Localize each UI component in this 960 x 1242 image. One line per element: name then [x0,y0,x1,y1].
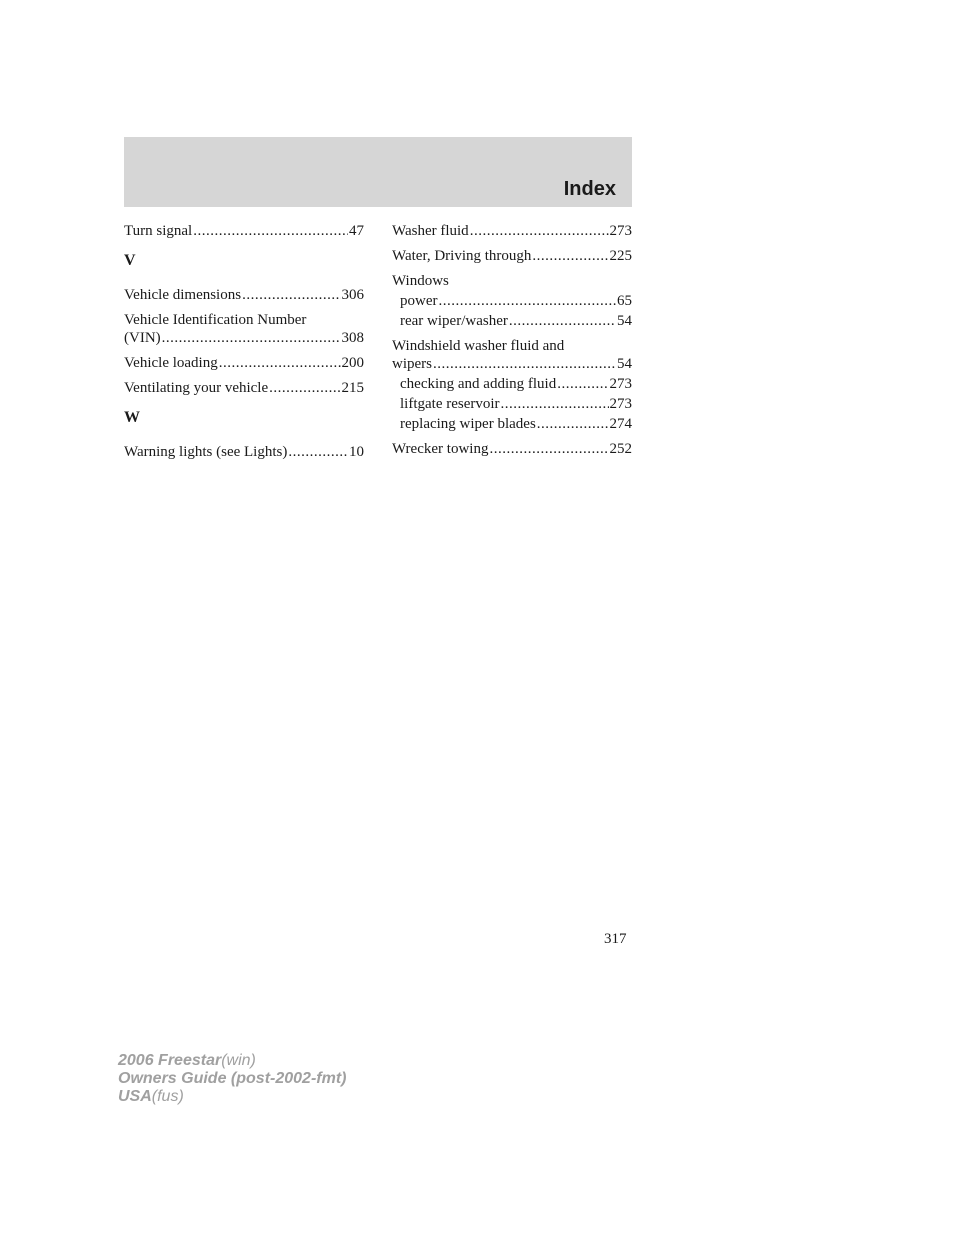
dot-leader [470,222,609,240]
index-entry [124,222,364,240]
dot-leader [439,292,617,310]
index-entry [124,443,364,461]
dot-leader [288,443,348,461]
index-page-ref: 10 [349,444,364,460]
index-subentry [392,292,632,310]
index-subentry [392,375,632,393]
footer-guide: Owners Guide (post-2002-fmt) [118,1070,347,1087]
dot-leader [509,312,616,330]
index-page-ref: 200 [341,355,364,371]
index-page-ref: 47 [349,223,364,239]
index-term: (VIN) [124,330,161,346]
dot-leader [557,375,608,393]
index-entry [392,337,632,433]
section-letter-w: W [124,409,140,426]
document-footer [118,1052,346,1106]
index-entry [392,247,632,265]
index-page-ref: 65 [617,293,632,309]
dot-leader [162,329,341,347]
index-entry [392,440,632,458]
index-term: Vehicle Identification Number [124,312,307,328]
footer-model-code: (win) [221,1052,256,1069]
index-page-ref: 215 [341,380,364,396]
footer-model: 2006 Freestar [118,1052,222,1069]
index-subentry [392,312,632,330]
dot-leader [532,247,608,265]
index-column-left [124,222,364,468]
dot-leader [489,440,608,458]
index-term: Turn signal [124,223,193,239]
dot-leader [219,354,341,372]
index-entry [124,286,364,304]
index-page-ref: 225 [609,248,632,264]
page-title: Index [563,178,616,200]
header-band [124,137,632,207]
footer-market-code: (fus) [151,1088,184,1105]
dot-leader [501,395,609,413]
index-term: rear wiper/washer [400,313,508,329]
index-entry [124,354,364,372]
index-term: replacing wiper blades [400,416,536,432]
index-entry [124,311,364,347]
dot-leader [242,286,340,304]
index-term: Windows [392,273,449,289]
index-page-ref: 273 [609,396,632,412]
index-entry [392,222,632,240]
index-page-ref: 308 [341,330,364,346]
index-page-ref: 306 [341,287,364,303]
index-entry [392,272,632,330]
index-subentry [392,415,632,433]
index-term: Water, Driving through [392,248,532,264]
index-page-ref: 252 [609,441,632,457]
dot-leader [269,379,340,397]
index-term: liftgate reservoir [400,396,500,412]
index-term: Wrecker towing [392,441,489,457]
index-term: power [400,293,438,309]
dot-leader [433,355,616,373]
index-entry [124,379,364,397]
index-subentry [392,395,632,413]
index-term: Ventilating your vehicle [124,380,269,396]
section-letter-v: V [124,252,136,269]
index-page-ref: 54 [617,313,632,329]
index-term: Vehicle dimensions [124,287,242,303]
page-number: 317 [604,931,627,947]
index-page-ref: 54 [617,356,632,372]
index-term: Vehicle loading [124,355,218,371]
index-term: Warning lights (see Lights) [124,444,288,460]
index-term: Washer fluid [392,223,469,239]
index-term: wipers [392,356,432,372]
index-page-ref: 273 [609,223,632,239]
index-page-ref: 273 [609,376,632,392]
index-column-right [392,222,632,465]
index-term: Windshield washer fluid and [392,338,565,354]
index-page-ref: 274 [609,416,632,432]
dot-leader [193,222,348,240]
footer-market: USA [118,1088,152,1105]
index-term: checking and adding fluid [400,376,557,392]
dot-leader [537,415,609,433]
